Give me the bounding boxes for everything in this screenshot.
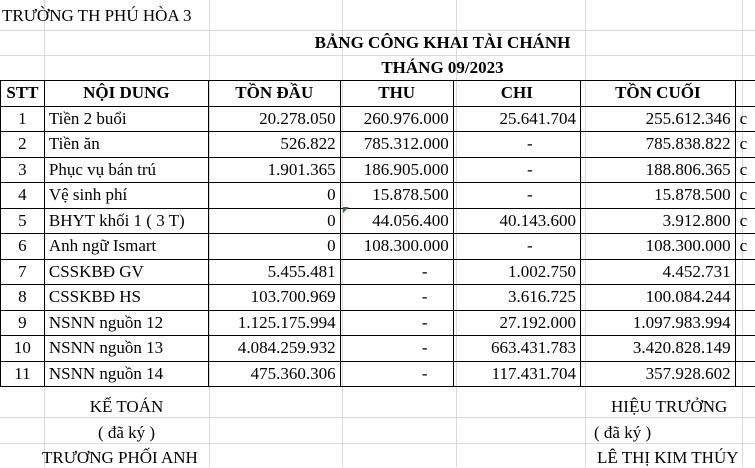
cell-extra: c	[735, 183, 755, 209]
cell-income: 785.312.000	[340, 132, 453, 158]
cell-content: Tiền 2 buổi	[44, 106, 208, 132]
cell-stt: 1	[1, 106, 45, 132]
cell-stt: 6	[1, 234, 45, 260]
cell-opening: 1.901.365	[208, 157, 340, 183]
cell-stt: 2	[1, 132, 45, 158]
cell-closing: 4.452.731	[581, 259, 736, 285]
cell-content: NSNN nguồn 13	[44, 336, 208, 362]
cell-content: BHYT khối 1 ( 3 T)	[44, 208, 208, 234]
gridline	[0, 55, 755, 56]
header-extra	[735, 81, 755, 107]
cell-opening: 0	[208, 208, 340, 234]
school-name: TRƯỜNG TH PHÚ HÒA 3	[2, 6, 192, 26]
cell-income: 108.300.000	[340, 234, 453, 260]
cell-closing: 188.806.365	[581, 157, 736, 183]
cell-extra	[735, 336, 755, 362]
table-row	[1, 208, 755, 234]
table-row	[1, 336, 755, 362]
cell-income: 15.878.500	[340, 183, 453, 209]
table-row	[1, 157, 755, 183]
cell-expense: 25.641.704	[453, 106, 580, 132]
cell-expense: -	[453, 132, 580, 158]
cell-income: 44.056.400	[340, 208, 453, 234]
table-row	[1, 310, 755, 336]
cell-content: CSSKBĐ HS	[44, 285, 208, 311]
cell-content: NSNN nguồn 14	[44, 361, 208, 387]
document-subtitle: THÁNG 09/2023	[0, 58, 755, 78]
cell-extra	[735, 361, 755, 387]
cell-income: -	[340, 285, 453, 311]
cell-income: -	[340, 310, 453, 336]
cell-closing: 785.838.822	[581, 132, 736, 158]
cell-stt: 10	[1, 336, 45, 362]
cell-stt: 11	[1, 361, 45, 387]
cell-extra	[735, 285, 755, 311]
cell-expense: 663.431.783	[453, 336, 580, 362]
table-header-row	[1, 81, 755, 107]
cell-closing: 100.084.244	[581, 285, 736, 311]
cell-extra	[735, 259, 755, 285]
cell-extra: c	[735, 157, 755, 183]
cell-income: 186.905.000	[340, 157, 453, 183]
header-stt: STT	[1, 81, 45, 107]
cell-expense: -	[453, 234, 580, 260]
accountant-name: TRƯƠNG PHỐI ANH	[42, 448, 198, 468]
cell-opening: 4.084.259.932	[208, 336, 340, 362]
cell-opening: 103.700.969	[208, 285, 340, 311]
cell-extra: c	[735, 106, 755, 132]
cell-expense: 1.002.750	[453, 259, 580, 285]
header-closing: TỒN CUỐI	[581, 81, 736, 107]
cell-extra: c	[735, 234, 755, 260]
principal-name: LÊ THỊ KIM THÚY	[597, 448, 739, 468]
header-income: THU	[340, 81, 453, 107]
finance-table	[0, 80, 755, 387]
cell-opening: 0	[208, 234, 340, 260]
table-row	[1, 259, 755, 285]
cell-income: -	[340, 259, 453, 285]
cell-opening: 475.360.306	[208, 361, 340, 387]
accountant-signed: ( đã ký )	[44, 423, 209, 443]
cell-expense: -	[453, 157, 580, 183]
cell-closing: 357.928.602	[581, 361, 736, 387]
table-row	[1, 183, 755, 209]
cell-income: -	[340, 361, 453, 387]
cell-stt: 7	[1, 259, 45, 285]
cell-extra	[735, 310, 755, 336]
table-row	[1, 132, 755, 158]
table-row	[1, 285, 755, 311]
cell-content: CSSKBĐ GV	[44, 259, 208, 285]
cell-expense: 3.616.725	[453, 285, 580, 311]
cell-stt: 8	[1, 285, 45, 311]
header-content: NỘI DUNG	[44, 81, 208, 107]
header-expense: CHI	[453, 81, 580, 107]
cell-extra: c	[735, 132, 755, 158]
cell-closing: 1.097.983.994	[581, 310, 736, 336]
principal-role: HIỆU TRƯỞNG	[611, 397, 727, 417]
table-row	[1, 361, 755, 387]
cell-stt: 4	[1, 183, 45, 209]
cell-comment-marker	[343, 207, 349, 213]
cell-opening: 5.455.481	[208, 259, 340, 285]
cell-closing: 108.300.000	[581, 234, 736, 260]
cell-expense: 27.192.000	[453, 310, 580, 336]
cell-closing: 255.612.346	[581, 106, 736, 132]
cell-content: NSNN nguồn 12	[44, 310, 208, 336]
cell-closing: 15.878.500	[581, 183, 736, 209]
principal-signed: ( đã ký )	[594, 423, 651, 443]
cell-opening: 1.125.175.994	[208, 310, 340, 336]
cell-content: Tiền ăn	[44, 132, 208, 158]
cell-stt: 3	[1, 157, 45, 183]
cell-content: Anh ngữ Ismart	[44, 234, 208, 260]
header-opening: TỒN ĐẦU	[208, 81, 340, 107]
cell-expense: -	[453, 183, 580, 209]
cell-income: 260.976.000	[340, 106, 453, 132]
cell-opening: 0	[208, 183, 340, 209]
cell-content: Phục vụ bán trú	[44, 157, 208, 183]
gridline	[0, 30, 755, 31]
cell-expense: 40.143.600	[453, 208, 580, 234]
table-row	[1, 234, 755, 260]
cell-income: -	[340, 336, 453, 362]
cell-opening: 526.822	[208, 132, 340, 158]
table-row	[1, 106, 755, 132]
cell-stt: 9	[1, 310, 45, 336]
cell-expense: 117.431.704	[453, 361, 580, 387]
cell-stt: 5	[1, 208, 45, 234]
gridline	[0, 443, 755, 444]
document-title: BẢNG CÔNG KHAI TÀI CHÁNH	[0, 33, 755, 53]
cell-opening: 20.278.050	[208, 106, 340, 132]
cell-closing: 3.912.800	[581, 208, 736, 234]
cell-content: Vệ sinh phí	[44, 183, 208, 209]
cell-closing: 3.420.828.149	[581, 336, 736, 362]
gridline	[0, 417, 755, 418]
cell-extra: c	[735, 208, 755, 234]
accountant-role: KẾ TOÁN	[44, 397, 209, 417]
